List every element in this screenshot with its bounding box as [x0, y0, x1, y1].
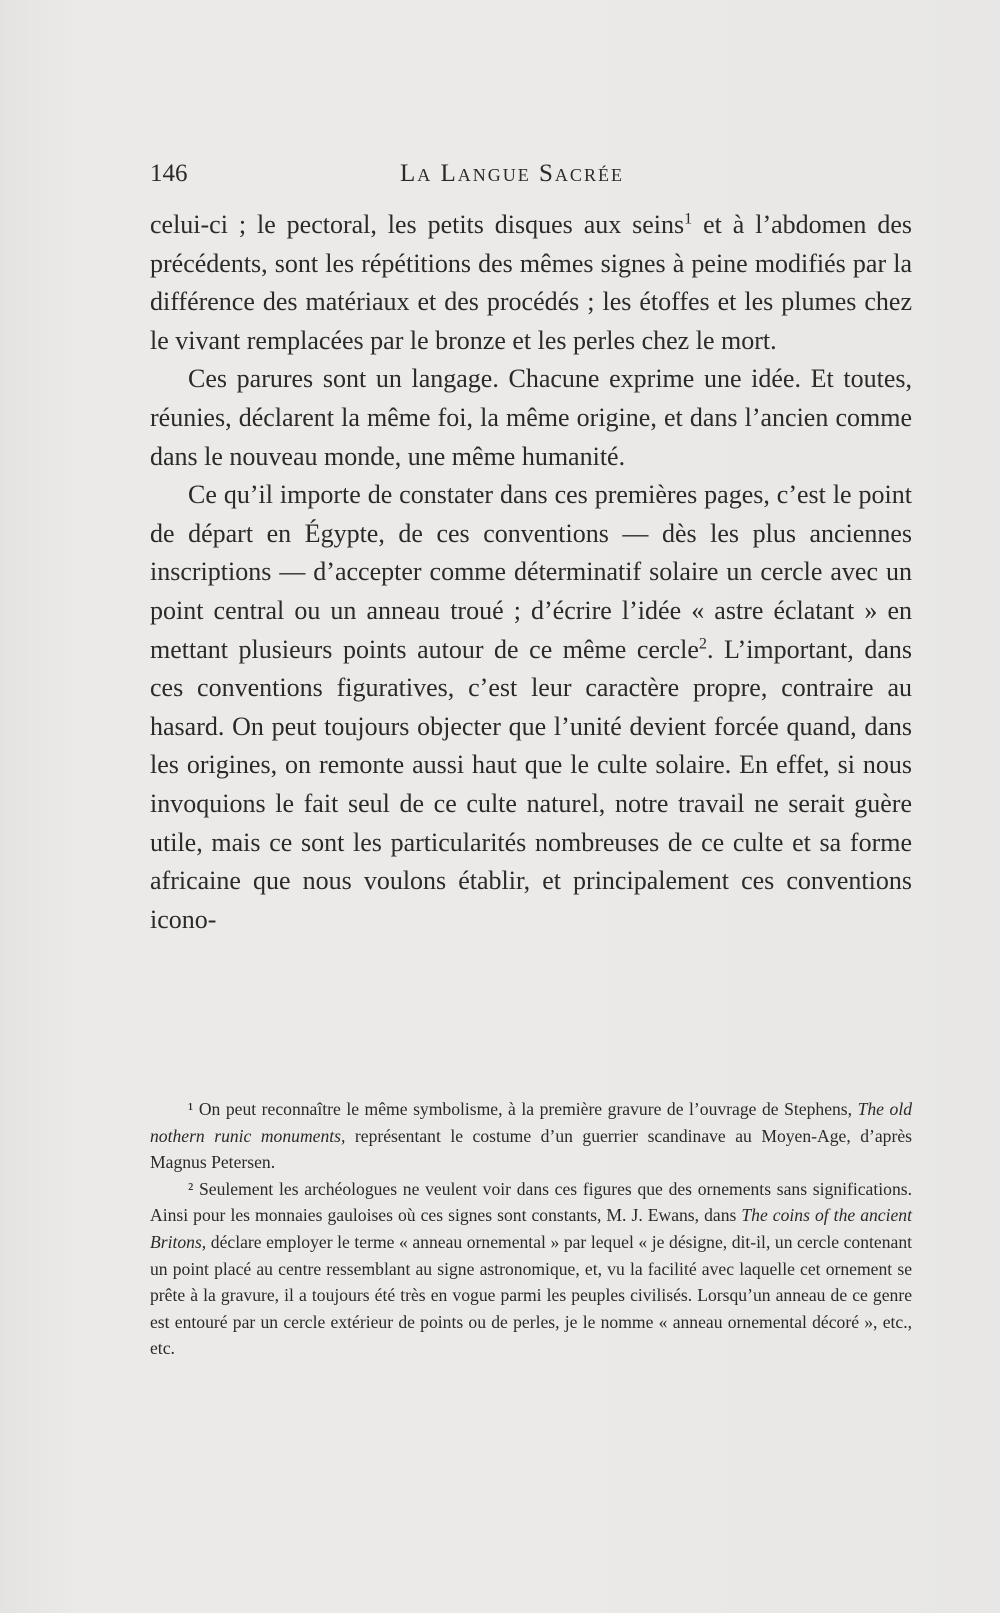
footnote-ref-1: 1 [684, 210, 693, 228]
footnote-2-book-title: The coins of the ancient Britons, [150, 1205, 912, 1252]
footnote-ref-2: 2 [698, 634, 707, 652]
footnote-1-text-b: représentant le costume d’un guerrier scandinave au Moyen-Age, d’après Magnus Petersen. [150, 1125, 912, 1173]
footnotes [150, 1096, 912, 1362]
footnote-2-mark: ² [188, 1178, 194, 1199]
paragraph-3 [150, 476, 912, 939]
paragraph-1-text-a: celui-ci ; le pectoral, les petits disques aux seins [150, 210, 685, 239]
footnote-1-mark: ¹ [188, 1099, 194, 1119]
footnote-2-text-a: Seulement les archéologues ne veulent voir dans ces figures que des ornements sans significations. Ainsi pour les monnaies gauloises où ces signes sont constants, M. J. Ewans, dans [150, 1178, 912, 1226]
paragraph-3-text-b: . L’important, dans ces conventions figuratives, c’est leur caractère propre, contraire au hasard. On peut toujours objecter que l’unité devient forcée quand, dans les origines, on remonte aussi haut que le culte solaire. En effet, si nous invoquions le fait seul de ce culte naturel, notre travail ne serait guère utile, mais ce sont les particularités nombreuses de ce culte et sa forme africaine que nous voulons établir, et principalement ces conventions icono- [150, 634, 912, 934]
footnote-2-text-b: déclare employer le terme « anneau ornemental » par lequel « je désigne, dit-il, un cercle contenant un point placé au centre ressemblant au signe astronomique, et, vu la facilité avec laquelle cet ornement se prête à la gravure, il a toujours été très en vogue parmi les peuples civilisés. Lorsqu’un anneau de ce genre est entouré par un cercle extérieur de points ou de perles, je le nomme « anneau ornemental décoré », etc., etc. [150, 1231, 912, 1359]
footnote-1-book-title: The old nothern runic monuments, [150, 1099, 912, 1146]
running-title: La Langue Sacrée [400, 160, 624, 187]
page-header [150, 160, 912, 200]
main-text [150, 206, 912, 939]
footnote-1 [150, 1096, 912, 1176]
footnote-1-text-a: On peut reconnaître le même symbolisme, à la première gravure de l’ouvrage de Stephens, [193, 1099, 858, 1119]
paragraph-2: Ces parures sont un langage. Chacune exprime une idée. Et toutes, réunies, déclarent la même foi, la même origine, et dans l’ancien comme dans le nouveau monde, une même humanité. [150, 364, 912, 471]
paragraph-3-text-a: Ce qu’il importe de constater dans ces premières pages, c’est le point de départ en Égypte, de ces conventions — dès les plus anciennes inscriptions — d’accepter comme déterminatif solaire un cercle avec un point central ou un anneau troué ; d’écrire l’idée « astre éclatant » en mettant plusieurs points autour de ce même cercle [150, 480, 912, 664]
footnote-2 [150, 1176, 912, 1362]
paragraph-1 [150, 206, 912, 360]
page-number: 146 [150, 160, 188, 187]
paragraph-1-text-b: et à l’abdomen des précédents, sont les répétitions des mêmes signes à peine modifiés par la différence des matériaux et des procédés ; les étoffes et les plumes chez le vivant remplacées par le bronze et les perles chez le mort. [150, 210, 912, 355]
